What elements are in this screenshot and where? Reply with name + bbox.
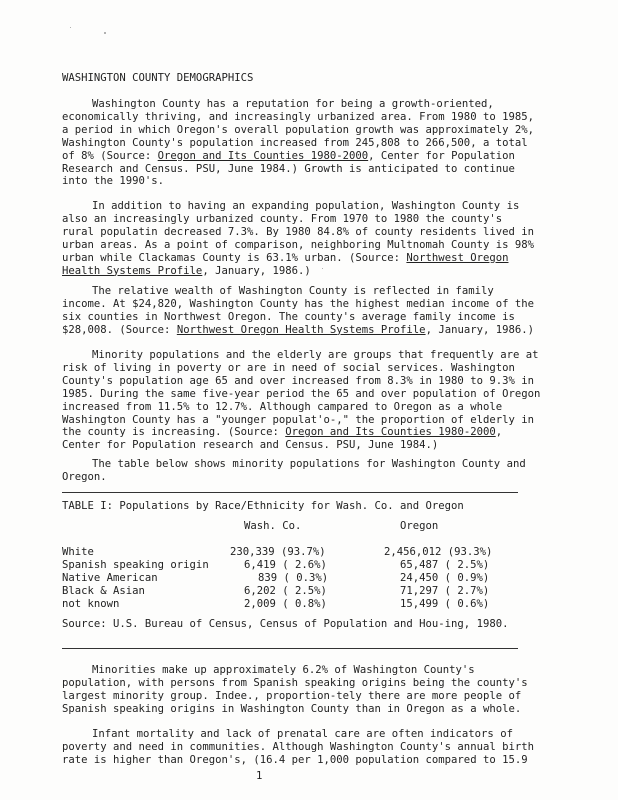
table-bottom-rule	[62, 648, 518, 649]
column-header-wash-co: Wash. Co.	[244, 520, 302, 532]
table-row: not known 2,009 ( 0.8%) 15,499 ( 0.6%)	[62, 598, 490, 610]
table-row: Black & Asian 6,202 ( 2.5%) 71,297 ( 2.7%)	[62, 585, 490, 597]
paragraph-income: The relative wealth of Washington County is reflected in family income. At $24,820, Washington County has the highest median income of the six counties in Northwest Oregon. The county's average family income is $28,008. (Source: Northwest Oregon Health Systems Profile, January, 1986.)	[62, 285, 534, 336]
citation-title: Northwest Oregon Health Systems Profile	[176, 323, 426, 336]
paragraph-table-intro: The table below shows minority populations for Washington County and Oregon.	[62, 458, 526, 483]
citation-title: Oregon and Its Counties 1980-2000	[285, 426, 496, 439]
table-row: Spanish speaking origin 6,419 ( 2.6%) 65,487 ( 2.5%)	[62, 559, 490, 571]
paragraph-population-growth: Washington County has a reputation for being a growth-oriented, economically thriving, and increasingly urbanized area. From 1980 to 1985, a period in which Oregon's overall population growth was approximately 2%, Washington County's population increased from 245,808 to 266,500, a total of 8% (Source: Oregon and Its Counties 1980-2000, Center for Population Research and Census. PSU, June 1984.) Growth is anticipated to continue into the 1990's.	[62, 98, 534, 188]
page-number: 1	[256, 770, 263, 782]
citation-title: Northwest Oregon	[406, 251, 509, 264]
paragraph-urbanization: In addition to having an expanding population, Washington County is also an increasingly urbanized county. From 1970 to 1980 the county's rural populatin decreased 7.3%. By 1980 84.8% of county residents lived in urban areas. As a point of comparison, neighboring Multnomah County is 98% urban while Clackamas County is 63.1% urban. (Source: Northwest Oregon Health Systems Profile, January, 1986.)	[62, 200, 534, 277]
paragraph-infant-mortality: Infant mortality and lack of prenatal care are often indicators of poverty and need in communities. Although Washington County's annual birth rate is higher than Oregon's, (16.4 per 1,000 population compared to 15.9	[62, 728, 534, 766]
table-row: Native American 839 ( 0.3%) 24,450 ( 0.9%)	[62, 572, 490, 584]
paragraph-minorities: Minorities make up approximately 6.2% of Washington County's population, with persons from Spanish speaking origins being the county's largest minority group. Indee., proportion-tely there are more people of Spanish speaking origins in Washington County than in Oregon as a whole.	[62, 664, 528, 715]
table-caption: TABLE I: Populations by Race/Ethnicity for Wash. Co. and Oregon	[62, 500, 464, 512]
citation-title: Oregon and Its Counties 1980-2000	[157, 149, 369, 162]
citation-title: Health Systems Profile	[62, 264, 203, 277]
column-header-oregon: Oregon	[400, 520, 439, 532]
scan-speck	[70, 27, 71, 28]
scan-speck	[322, 268, 323, 269]
page-title: WASHINGTON COUNTY DEMOGRAPHICS	[62, 72, 254, 84]
table-top-rule	[62, 492, 518, 493]
table-source: Source: U.S. Bureau of Census, Census of Population and Hou-ing, 1980.	[62, 618, 509, 630]
table-row: White 230,339 (93.7%) 2,456,012 (93.3%)	[62, 546, 493, 558]
paragraph-minority-elderly: Minority populations and the elderly are groups that frequently are at risk of living in poverty or are in need of social services. Washington County's population age 65 and over increased from 8.3% in 1980 to 9.3% in 1985. During the same five-year period the 65 and over population of Oregon increased from 11.5% to 12.7%. Although campared to Oregon as a whole Washington County has a "younger populat'o-," the proportion of elderly in the county is increasing. (Source: Oregon and Its Counties 1980-2000, Center for Population research and Census. PSU, June 1984.)	[62, 349, 541, 452]
scan-speck	[104, 32, 106, 34]
